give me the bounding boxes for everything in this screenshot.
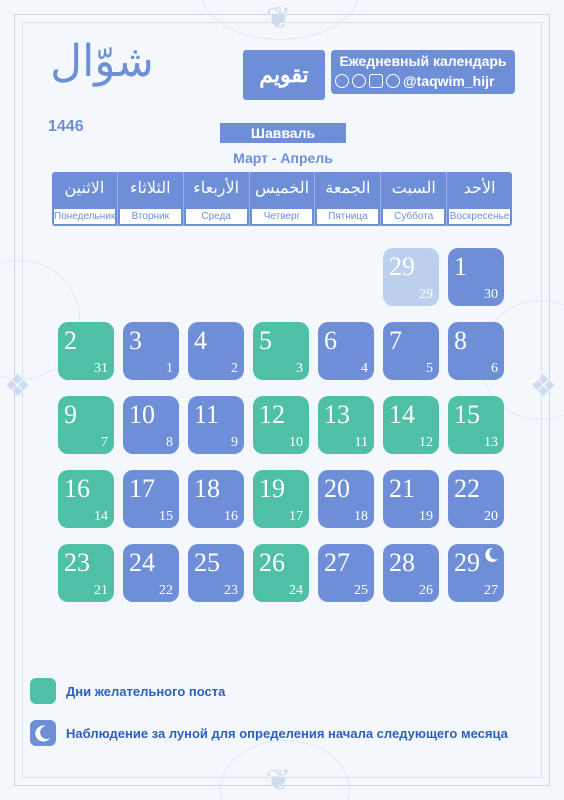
gregorian-day-number: 11 bbox=[354, 435, 368, 450]
hijri-day-number: 12 bbox=[259, 400, 285, 429]
day-cell[interactable] bbox=[318, 322, 374, 380]
day-cell[interactable] bbox=[123, 322, 179, 380]
weekday-arabic: الثلاثاء bbox=[130, 178, 171, 197]
hijri-day-number: 22 bbox=[454, 474, 480, 503]
weekday-arabic: الجمعة bbox=[325, 178, 371, 197]
hijri-day-number: 21 bbox=[389, 474, 415, 503]
month-russian-title: Шавваль bbox=[220, 123, 346, 143]
day-cell[interactable] bbox=[448, 322, 504, 380]
hijri-day-number: 16 bbox=[64, 474, 90, 503]
day-cell[interactable] bbox=[58, 470, 114, 528]
weekday-russian: Понедельник bbox=[54, 211, 116, 222]
gregorian-day-number: 13 bbox=[484, 435, 498, 450]
weekday-arabic: السبت bbox=[391, 178, 436, 197]
hijri-day-number: 19 bbox=[259, 474, 285, 503]
hijri-day-number: 11 bbox=[194, 400, 220, 429]
gregorian-day-number: 9 bbox=[231, 435, 238, 450]
ornament-left-icon: ❖ bbox=[4, 369, 31, 404]
hijri-day-number: 13 bbox=[324, 400, 350, 429]
gregorian-day-number: 23 bbox=[224, 583, 238, 598]
gregorian-day-number: 14 bbox=[94, 509, 108, 524]
hijri-day-number: 6 bbox=[324, 326, 337, 355]
weekday-arabic: الأربعاء bbox=[193, 178, 240, 197]
day-cell[interactable] bbox=[188, 396, 244, 454]
gregorian-day-number: 22 bbox=[159, 583, 173, 598]
logo-text: تقويم bbox=[259, 62, 309, 88]
hijri-day-number: 26 bbox=[259, 548, 285, 577]
ornament-right-icon: ❖ bbox=[530, 369, 557, 404]
gregorian-day-number: 5 bbox=[426, 361, 433, 376]
day-cell[interactable] bbox=[188, 544, 244, 602]
day-cell[interactable] bbox=[58, 544, 114, 602]
weekday-russian: Пятница bbox=[317, 209, 378, 224]
day-cell[interactable] bbox=[188, 322, 244, 380]
hijri-day-number: 24 bbox=[129, 548, 155, 577]
gregorian-day-number: 27 bbox=[484, 583, 498, 598]
weekday-arabic: الأحد bbox=[463, 178, 496, 197]
hijri-day-number: 4 bbox=[194, 326, 207, 355]
day-cell[interactable] bbox=[253, 470, 309, 528]
weekday-russian: Вторник bbox=[120, 209, 181, 224]
hijri-day-number: 8 bbox=[454, 326, 467, 355]
day-cell[interactable] bbox=[448, 248, 504, 306]
gregorian-day-number: 12 bbox=[419, 435, 433, 450]
brand-handle[interactable]: @taqwim_hijr bbox=[403, 73, 495, 89]
gregorian-day-number: 30 bbox=[484, 287, 498, 302]
legend-green-swatch bbox=[30, 678, 56, 704]
day-cell[interactable] bbox=[253, 322, 309, 380]
hijri-day-number: 1 bbox=[454, 252, 467, 281]
hijri-day-number: 20 bbox=[324, 474, 350, 503]
gregorian-day-number: 8 bbox=[166, 435, 173, 450]
gregorian-day-number: 20 bbox=[484, 509, 498, 524]
hijri-year: 1446 bbox=[48, 118, 84, 135]
hijri-day-number: 23 bbox=[64, 548, 90, 577]
legend-fasting bbox=[30, 678, 225, 704]
gregorian-day-number: 3 bbox=[296, 361, 303, 376]
gregorian-day-number: 31 bbox=[94, 361, 108, 376]
hijri-day-number: 5 bbox=[259, 326, 272, 355]
hijri-day-number: 14 bbox=[389, 400, 415, 429]
legend-moon-text: Наблюдение за луной для определения начала следующего месяца bbox=[66, 725, 508, 741]
crescent-moon-icon bbox=[30, 720, 56, 746]
day-cell[interactable] bbox=[188, 470, 244, 528]
month-arabic-title: شوّال bbox=[50, 36, 154, 87]
day-cell[interactable] bbox=[253, 396, 309, 454]
day-cell[interactable] bbox=[123, 470, 179, 528]
gregorian-day-number: 24 bbox=[289, 583, 303, 598]
day-cell[interactable] bbox=[318, 396, 374, 454]
ornament-top-icon: ❦ bbox=[266, 1, 292, 36]
gregorian-day-number: 17 bbox=[289, 509, 303, 524]
day-cell[interactable] bbox=[383, 322, 439, 380]
hijri-day-number: 7 bbox=[389, 326, 402, 355]
hijri-day-number: 2 bbox=[64, 326, 77, 355]
hijri-day-number: 17 bbox=[129, 474, 155, 503]
weekday-russian: Суббота bbox=[383, 209, 444, 224]
gregorian-day-number: 26 bbox=[419, 583, 433, 598]
gregorian-day-number: 25 bbox=[354, 583, 368, 598]
gregorian-day-number: 18 bbox=[354, 509, 368, 524]
gregorian-day-number: 1 bbox=[166, 361, 173, 376]
hijri-day-number: 29 bbox=[454, 548, 480, 577]
gregorian-day-number: 6 bbox=[491, 361, 498, 376]
gregorian-day-number: 19 bbox=[419, 509, 433, 524]
day-cell[interactable] bbox=[383, 470, 439, 528]
gregorian-day-number: 4 bbox=[361, 361, 368, 376]
day-cell[interactable] bbox=[448, 396, 504, 454]
gregorian-day-number: 21 bbox=[94, 583, 108, 598]
hijri-day-number: 15 bbox=[454, 400, 480, 429]
day-cell[interactable] bbox=[318, 470, 374, 528]
day-cell[interactable] bbox=[318, 544, 374, 602]
hijri-day-number: 10 bbox=[129, 400, 155, 429]
legend-moon bbox=[30, 720, 508, 746]
gregorian-day-number: 16 bbox=[224, 509, 238, 524]
gregorian-day-number: 15 bbox=[159, 509, 173, 524]
crescent-moon-icon bbox=[482, 546, 500, 564]
weekday-russian: Четверг bbox=[252, 209, 313, 224]
hijri-day-number: 29 bbox=[389, 252, 415, 281]
day-cell[interactable] bbox=[383, 396, 439, 454]
day-cell[interactable] bbox=[123, 396, 179, 454]
day-cell[interactable] bbox=[448, 470, 504, 528]
hijri-day-number: 27 bbox=[324, 548, 350, 577]
gregorian-day-number: 7 bbox=[101, 435, 108, 450]
ornament-bottom-icon: ❦ bbox=[266, 763, 292, 798]
day-cell[interactable] bbox=[123, 544, 179, 602]
day-cell[interactable] bbox=[383, 544, 439, 602]
day-cell[interactable] bbox=[58, 396, 114, 454]
gregorian-day-number: 10 bbox=[289, 435, 303, 450]
day-cell[interactable] bbox=[448, 544, 504, 602]
hijri-day-number: 25 bbox=[194, 548, 220, 577]
day-cell[interactable] bbox=[58, 322, 114, 380]
weekday-arabic: الخميس bbox=[254, 178, 310, 197]
weekday-russian: Воскресенье bbox=[449, 211, 510, 222]
day-cell[interactable] bbox=[383, 248, 439, 306]
gregorian-months: Март - Апрель bbox=[233, 150, 333, 166]
gregorian-day-number: 2 bbox=[231, 361, 238, 376]
legend-moon-swatch bbox=[30, 720, 56, 746]
hijri-day-number: 9 bbox=[64, 400, 77, 429]
hijri-day-number: 18 bbox=[194, 474, 220, 503]
weekday-arabic: الاثنين bbox=[64, 178, 105, 197]
weekday-russian: Среда bbox=[186, 209, 247, 224]
hijri-day-number: 28 bbox=[389, 548, 415, 577]
brand-title: Ежедневный календарь bbox=[339, 53, 507, 69]
hijri-day-number: 3 bbox=[129, 326, 142, 355]
day-cell[interactable] bbox=[253, 544, 309, 602]
legend-fasting-text: Дни желательного поста bbox=[66, 683, 226, 699]
gregorian-day-number: 29 bbox=[419, 287, 433, 302]
